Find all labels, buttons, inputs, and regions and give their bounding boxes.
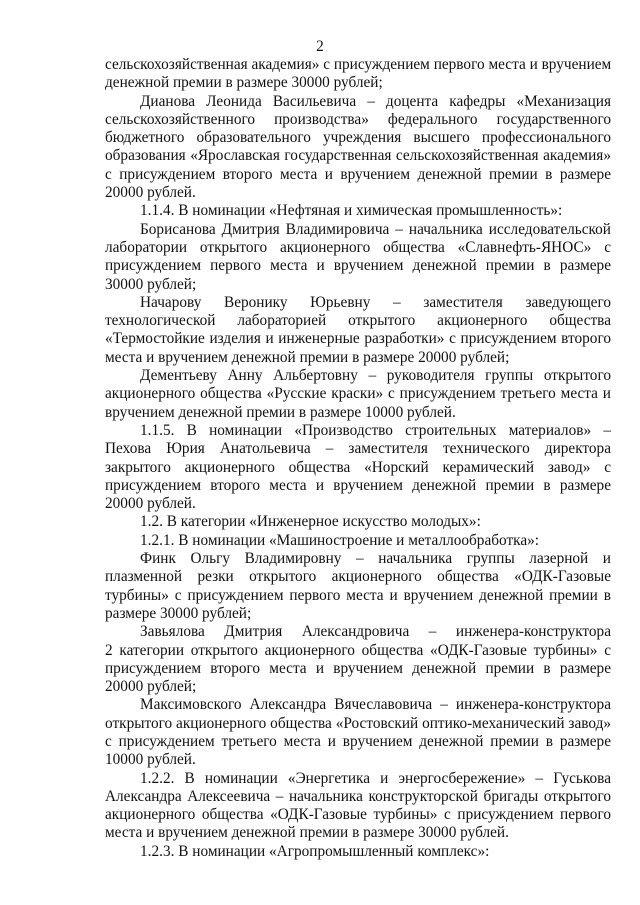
text-line: присуждением второго места и вручением денежной премии в размере: [105, 476, 611, 494]
text-line: Финк Ольгу Владимировну – начальника группы лазерной и: [140, 550, 611, 568]
text-line: 1.1.4. В номинации «Нефтяная и химическая промышленность»:: [140, 202, 563, 220]
text-line: 30000 рублей;: [105, 275, 197, 293]
text-line: Борисанова Дмитрия Владимировича – начальника исследовательской: [140, 220, 611, 238]
text-line: присуждением первого места и вручением денежной премии в размере: [105, 257, 611, 275]
text-line: «Термостойкие изделия и инженерные разработки» с присуждением второго: [105, 330, 611, 348]
text-line: акционерного общества «Русские краски» с присуждением третьего места и: [105, 385, 611, 403]
text-line: 2 категории открытого акционерного общества «ОДК-Газовые турбины» с: [105, 641, 611, 659]
document-body: [105, 56, 611, 861]
text-line: места и вручением денежной премии в размере 30000 рублей.: [105, 824, 509, 842]
text-line: акционерного общества «ОДК-Газовые турбины» с присуждением первого: [105, 806, 611, 824]
text-line: 1.2.1. В номинации «Машиностроение и металлообработка»:: [140, 531, 540, 549]
text-line: с присуждением третьего места и вручением денежной премии в размере: [105, 732, 611, 750]
text-line: Пехова Юрия Анатольевича – заместителя технического директора: [105, 440, 611, 458]
text-line: Начарову Веронику Юрьевну – заместителя заведующего: [140, 293, 611, 311]
text-line: 20000 рублей;: [105, 678, 197, 696]
text-line: 10000 рублей.: [105, 751, 196, 769]
text-line: Максимовского Александра Вячеславовича – инженера-конструктора: [140, 696, 611, 714]
text-line: сельскохозяйственного производства» федерального государственного: [105, 110, 611, 128]
text-line: места и вручением денежной премии в размере 20000 рублей;: [105, 348, 510, 366]
text-line: открытого акционерного общества «Ростовский оптико-механический завод»: [105, 714, 611, 732]
text-line: размере 30000 рублей;: [105, 604, 252, 622]
text-line: плазменной резки открытого акционерного общества «ОДК-Газовые: [105, 568, 611, 586]
text-line: 20000 рублей.: [105, 184, 196, 202]
text-line: 20000 рублей.: [105, 495, 196, 513]
text-line: 1.1.5. В номинации «Производство строительных материалов» –: [140, 421, 611, 439]
text-line: Александра Алексеевича – начальника конструкторской бригады открытого: [105, 787, 611, 805]
text-line: закрытого акционерного общества «Норский керамический завод» с: [105, 458, 611, 476]
text-line: вручением денежной премии в размере 10000 рублей.: [105, 403, 456, 421]
text-line: присуждением второго места и вручением денежной премии в размере: [105, 659, 611, 677]
text-line: Дианова Леонида Васильевича – доцента кафедры «Механизация: [140, 92, 611, 110]
text-line: бюджетного образовательного учреждения высшего профессионального: [105, 129, 611, 147]
text-line: лаборатории открытого акционерного общества «Славнефть-ЯНОС» с: [105, 238, 611, 256]
text-line: Завьялова Дмитрия Александровича – инженера-конструктора: [140, 623, 611, 641]
text-line: 1.2. В категории «Инженерное искусство молодых»:: [140, 513, 481, 531]
text-line: с присуждением второго места и вручением денежной премии в размере: [105, 165, 611, 183]
text-line: образования «Ярославская государственная сельскохозяйственная академия»: [105, 147, 611, 165]
page-number: 2: [316, 38, 324, 55]
text-line: сельскохозяйственная академия» с присуждением первого места и вручением: [105, 56, 612, 73]
text-line: 1.2.2. В номинации «Энергетика и энергосбережение» – Гуськова: [140, 769, 611, 787]
text-line: 1.2.3. В номинации «Агропромышленный комплекс»:: [140, 842, 490, 860]
text-line: технологической лабораторией открытого акционерного общества: [105, 312, 611, 330]
text-line: турбины» с присуждением первого места и вручением денежной премии в: [105, 586, 611, 604]
text-line: денежной премии в размере 30000 рублей;: [105, 74, 383, 92]
text-line: Дементьеву Анну Альбертовну – руководителя группы открытого: [140, 367, 611, 385]
